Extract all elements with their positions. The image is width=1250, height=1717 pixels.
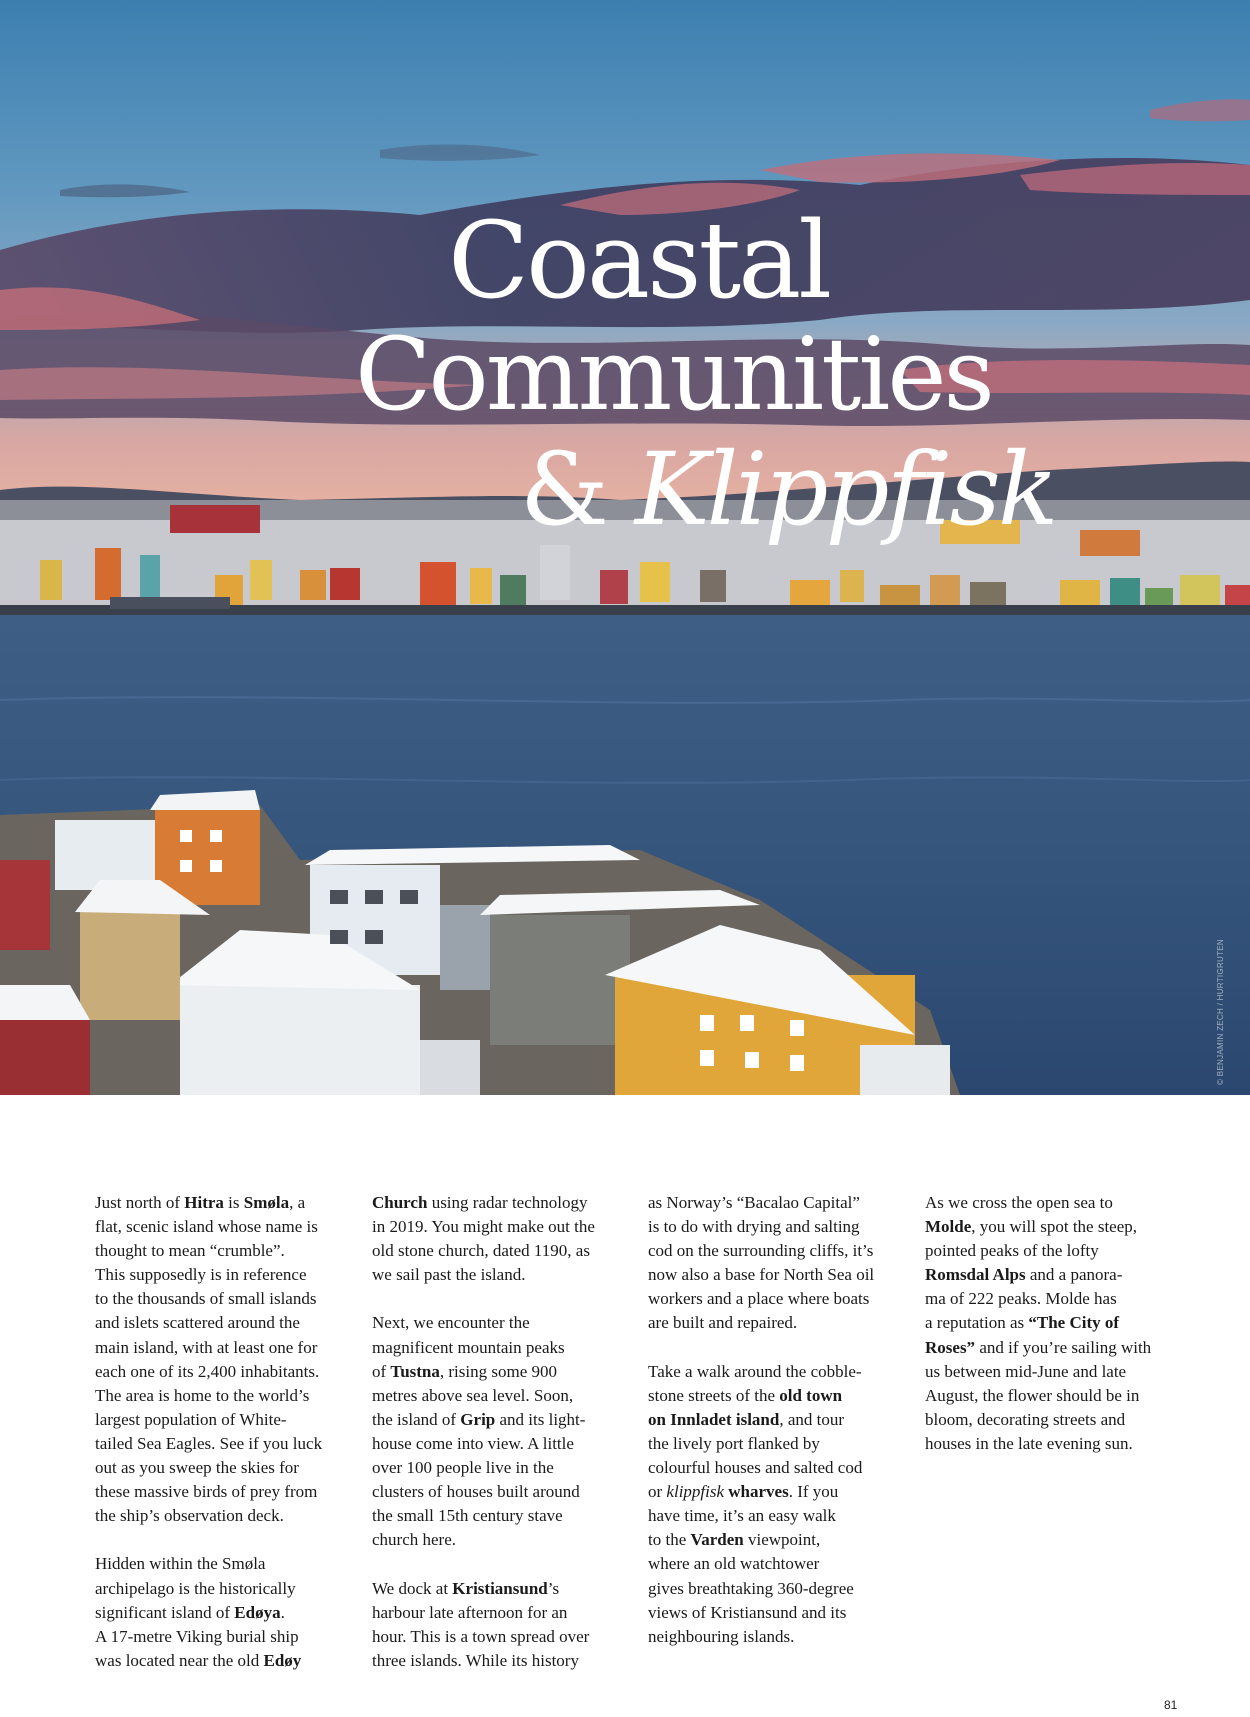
bold-term: Romsdal Alps	[925, 1265, 1026, 1285]
text-line: Roses” and if you’re sailing with	[925, 1337, 1152, 1357]
bold-term: Grip	[460, 1409, 496, 1429]
title-line-1: Coastal	[448, 199, 830, 322]
article-title	[0, 0, 1250, 620]
text-line: Next, we encounter the	[372, 1313, 530, 1333]
text-line: the ship’s observation deck.	[95, 1506, 284, 1526]
column-3	[648, 1191, 910, 1673]
text-line: gives breathtaking 360-degree	[648, 1578, 854, 1598]
text-line: Romsdal Alps and a panora-	[925, 1265, 1123, 1285]
title-line-3	[520, 431, 1056, 548]
text-line: As we cross the open sea to	[925, 1193, 1113, 1212]
text-line: neighbouring islands.	[648, 1626, 795, 1646]
text-line: Molde, you will spot the steep,	[925, 1217, 1138, 1237]
text-line: where an old watchtower	[648, 1554, 820, 1574]
bold-term: Church	[372, 1193, 428, 1212]
text-line: metres above sea level. Soon,	[372, 1385, 574, 1405]
text-line: these massive birds of prey from	[95, 1482, 318, 1502]
paragraph	[95, 1552, 357, 1672]
text-line: houses in the late evening sun.	[925, 1433, 1133, 1453]
text-line: now also a base for North Sea oil	[648, 1265, 875, 1285]
text-line: harbour late afternoon for an	[372, 1602, 568, 1622]
text-line: cod on the surrounding cliffs, it’s	[648, 1241, 874, 1261]
text-line: archipelago is the historically	[95, 1578, 296, 1598]
text-line: The area is home to the world’s	[95, 1385, 310, 1405]
photo-credit: © BENJAMIN ZECH / HURTIGRUTEN	[1216, 938, 1225, 1085]
bold-term: Edøya	[234, 1602, 281, 1622]
text-line: main island, with at least one for	[95, 1337, 318, 1357]
text-line: clusters of houses built around	[372, 1482, 580, 1502]
text-line: out as you sweep the skies for	[95, 1458, 299, 1478]
text-line: as Norway’s “Bacalao Capital”	[648, 1193, 860, 1212]
text-line: us between mid-June and late	[925, 1361, 1127, 1381]
bold-term: old town	[779, 1385, 843, 1405]
column-2	[372, 1191, 634, 1697]
text-line: views of Kristiansund and its	[648, 1602, 847, 1622]
text-line: colourful houses and salted cod	[648, 1458, 863, 1478]
paragraph	[925, 1191, 1187, 1456]
text-line: Hidden within the Smøla	[95, 1554, 266, 1574]
text-line: Church using radar technology	[372, 1193, 588, 1212]
text-line: the lively port flanked by	[648, 1433, 820, 1453]
title-line-2: Communities	[355, 316, 992, 433]
bold-term: Varden	[690, 1530, 744, 1550]
text-line: in 2019. You might make out the	[372, 1217, 595, 1237]
text-line: bloom, decorating streets and	[925, 1409, 1126, 1429]
paragraph	[372, 1311, 634, 1552]
text-line: a reputation as “The City of	[925, 1313, 1120, 1333]
text-line: Take a walk around the cobble-	[648, 1361, 862, 1381]
text-line: have time, it’s an easy walk	[648, 1506, 836, 1526]
text-line: over 100 people live in the	[372, 1458, 554, 1478]
text-line: ma of 222 peaks. Molde has	[925, 1289, 1117, 1309]
text-line: significant island of Edøya.	[95, 1602, 285, 1622]
bold-term: Roses”	[925, 1337, 976, 1357]
paragraph	[372, 1191, 634, 1287]
text-line: Just north of Hitra is Smøla, a	[95, 1193, 306, 1212]
paragraph	[648, 1191, 910, 1336]
text-line: to the thousands of small islands	[95, 1289, 317, 1309]
title-ampersand: &	[520, 431, 607, 548]
text-line: to the Varden viewpoint,	[648, 1530, 821, 1550]
text-line: of Tustna, rising some 900	[372, 1361, 557, 1381]
text-line: August, the flower should be in	[925, 1385, 1140, 1405]
text-line: This supposedly is in reference	[95, 1265, 307, 1285]
bold-term: Kristiansund	[452, 1578, 548, 1598]
paragraph	[372, 1577, 634, 1673]
column-1	[95, 1191, 357, 1697]
page-number: 81	[1164, 1698, 1178, 1712]
text-line: magnificent mountain peaks	[372, 1337, 565, 1357]
text-line: workers and a place where boats	[648, 1289, 870, 1309]
bold-term: Molde	[925, 1217, 972, 1237]
text-line: thought to mean “crumble”.	[95, 1241, 285, 1261]
bold-term: Tustna	[390, 1361, 440, 1381]
text-line: hour. This is a town spread over	[372, 1626, 590, 1646]
paragraph	[648, 1360, 910, 1649]
text-line: are built and repaired.	[648, 1313, 798, 1333]
text-line: old stone church, dated 1190, as	[372, 1241, 590, 1261]
bold-term: Smøla	[243, 1193, 290, 1212]
text-line: the small 15th century stave	[372, 1506, 563, 1526]
text-line: A 17-metre Viking burial ship	[95, 1626, 299, 1646]
text-line: stone streets of the old town	[648, 1385, 843, 1405]
text-line: on Innladet island, and tour	[648, 1409, 845, 1429]
italic-term: klippfisk	[666, 1482, 725, 1502]
text-line: flat, scenic island whose name is	[95, 1217, 318, 1237]
text-line: we sail past the island.	[372, 1265, 526, 1285]
text-line: is to do with drying and salting	[648, 1217, 860, 1237]
bold-term: Edøy	[263, 1650, 302, 1670]
text-line: We dock at Kristiansund’s	[372, 1578, 560, 1598]
text-line: three islands. While its history	[372, 1650, 579, 1670]
text-line: or klippfisk wharves. If you	[648, 1482, 839, 1502]
text-line: church here.	[372, 1530, 457, 1550]
text-line: tailed Sea Eagles. See if you luck	[95, 1433, 323, 1453]
title-italic-word: Klippfisk	[634, 431, 1056, 548]
paragraph	[95, 1191, 357, 1528]
text-line: the island of Grip and its light-	[372, 1409, 586, 1429]
text-line: was located near the old Edøy	[95, 1650, 302, 1670]
bold-term: “The City of	[1028, 1313, 1120, 1333]
bold-term: wharves	[728, 1482, 789, 1502]
text-line: each one of its 2,400 inhabitants.	[95, 1361, 320, 1381]
text-line: and islets scattered around the	[95, 1313, 300, 1333]
bold-term: on Innladet island	[648, 1409, 780, 1429]
text-line: house come into view. A little	[372, 1433, 574, 1453]
bold-term: Hitra	[184, 1193, 224, 1212]
text-line: pointed peaks of the lofty	[925, 1241, 1099, 1261]
column-4	[925, 1191, 1187, 1480]
text-line: largest population of White-	[95, 1409, 287, 1429]
